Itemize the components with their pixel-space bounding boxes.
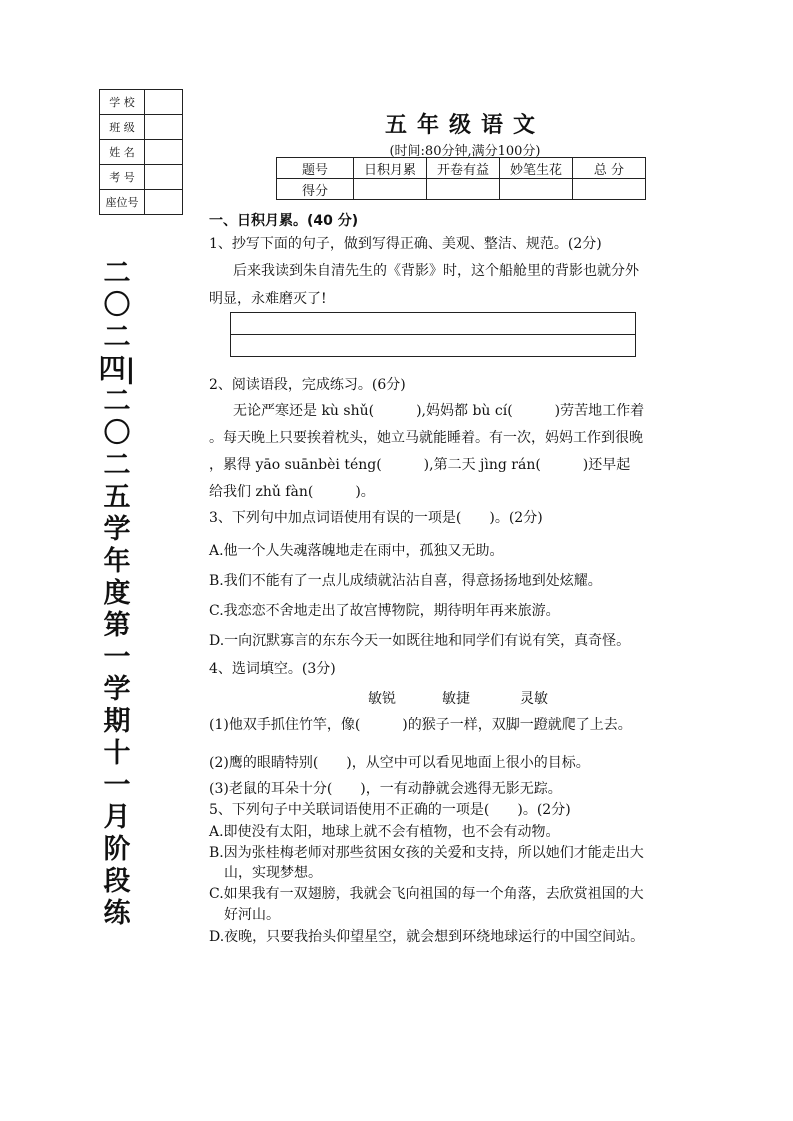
q1-text-line: 明显，永难磨灭了! — [209, 291, 327, 307]
info-label-name: 姓 名 — [100, 140, 145, 165]
q5-prompt: 5、下列句子中关联词语使用不正确的一项是( )。(2分) — [209, 802, 571, 818]
q2-text-line: ，累得 yāo suānbèi téng( ),第二天 jìng rán( )还早起 — [209, 457, 631, 473]
info-label-class: 班 级 — [100, 115, 145, 140]
name-field[interactable] — [145, 140, 183, 165]
student-info-table — [99, 89, 183, 215]
score-header: 开卷有益 — [427, 158, 500, 179]
q5-line: D.夜晚，只要我抬头仰望星空，就会想到环绕地球运行的中国空间站。 — [209, 929, 645, 945]
q4-item: (1)他双手抓住竹竿，像( )的猴子一样，双脚一蹬就爬了上去。 — [209, 717, 632, 733]
exam-number-field[interactable] — [145, 165, 183, 190]
score-cell — [354, 179, 427, 200]
q4-item: (3)老鼠的耳朵十分( )，一有动静就会逃得无影无踪。 — [209, 781, 562, 797]
score-header: 妙笔生花 — [500, 158, 573, 179]
q1-text-line: 后来我读到朱自清先生的《背影》时，这个船舱里的背影也就分外 — [233, 263, 639, 279]
score-cell — [427, 179, 500, 200]
q4-word-choice: 敏锐 — [368, 691, 396, 707]
score-header: 题号 — [277, 158, 354, 179]
q2-text-line: 。每天晚上只要挨着枕头，她立马就能睡着。有一次，妈妈工作到很晚 — [209, 430, 643, 446]
q1-prompt: 1、抄写下面的句子，做到写得正确、美观、整洁、规范。(2分) — [209, 236, 602, 252]
score-header: 总 分 — [573, 158, 646, 179]
q4-word-choice: 灵敏 — [520, 691, 548, 707]
q5-line: A.即使没有太阳，地球上就不会有植物，也不会有动物。 — [209, 824, 560, 840]
score-header: 日积月累 — [354, 158, 427, 179]
q4-item: (2)鹰的眼睛特别( )，从空中可以看见地面上很小的目标。 — [209, 755, 590, 771]
q3-prompt: 3、下列句中加点词语使用有误的一项是( )。(2分) — [209, 510, 543, 526]
q4-word-choice: 敏捷 — [442, 691, 470, 707]
q5-line: 好河山。 — [224, 907, 280, 923]
score-row-label: 得分 — [277, 179, 354, 200]
writing-line[interactable] — [231, 313, 635, 334]
school-field[interactable] — [145, 90, 183, 115]
q5-line: B.因为张桂梅老师对那些贫困女孩的关爱和支持，所以她们才能走出大 — [209, 845, 644, 861]
info-label-exam-number: 考 号 — [100, 165, 145, 190]
copy-writing-box[interactable] — [230, 312, 636, 357]
q3-option: D.一向沉默寡言的东东今天一如既往地和同学们有说有笑，真奇怪。 — [209, 633, 631, 649]
info-label-school: 学 校 — [100, 90, 145, 115]
class-field[interactable] — [145, 115, 183, 140]
vertical-exam-title: 二〇二四|二〇二五学年度第一学期十一月阶段练 — [98, 258, 136, 929]
score-cell — [500, 179, 573, 200]
q2-text-line: 无论严寒还是 kù shǔ( ),妈妈都 bù cí( )劳苦地工作着 — [233, 403, 645, 419]
score-cell — [573, 179, 646, 200]
q3-option: B.我们不能有了一点儿成绩就沾沾自喜，得意扬扬地到处炫耀。 — [209, 573, 602, 589]
score-table — [276, 157, 646, 200]
q3-option: C.我恋恋不舍地走出了故宫博物院，期待明年再来旅游。 — [209, 603, 560, 619]
q2-text-line: 给我们 zhǔ fàn( )。 — [209, 484, 375, 500]
q2-prompt: 2、阅读语段，完成练习。(6分) — [209, 377, 406, 393]
info-label-seat: 座位号 — [100, 190, 145, 215]
q3-option: A.他一个人失魂落魄地走在雨中，孤独又无助。 — [209, 543, 504, 559]
page-title: 五年级语文 — [384, 112, 545, 138]
q5-line: C.如果我有一双翅膀，我就会飞向祖国的每一个角落，去欣赏祖国的大 — [209, 886, 644, 902]
page-subtitle: (时间:80分钟,满分100分) — [389, 144, 541, 159]
seat-field[interactable] — [145, 190, 183, 215]
q4-prompt: 4、选词填空。(3分) — [209, 661, 336, 677]
writing-line[interactable] — [231, 334, 635, 356]
q5-line: 山，实现梦想。 — [224, 865, 322, 881]
section-heading: 一、日积月累。(40 分) — [209, 213, 359, 229]
